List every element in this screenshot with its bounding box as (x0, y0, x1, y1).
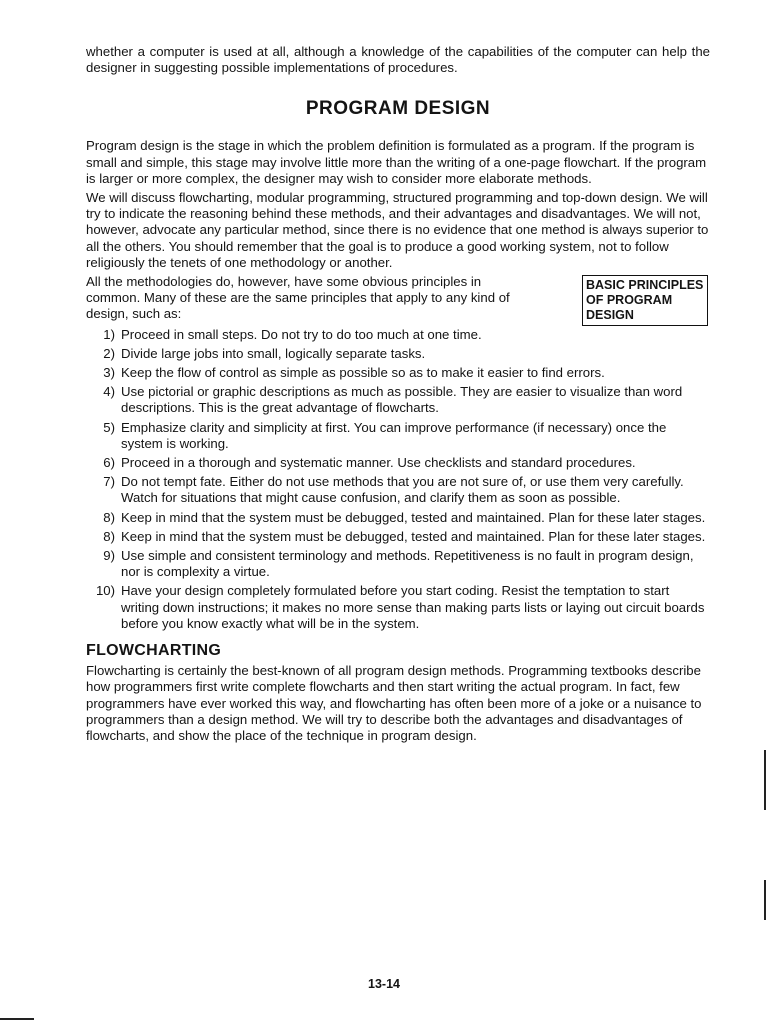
page-edge-mark (0, 1018, 34, 1020)
list-item: 6) Proceed in a thorough and systematic manner. Use checklists and standard procedures. (103, 455, 636, 471)
list-item: 3) Keep the flow of control as simple as possible so as to make it easier to find errors. (103, 365, 605, 381)
principles-list (86, 327, 710, 632)
page-edge-mark (764, 880, 766, 920)
principles-section (86, 274, 710, 632)
page-number: 13-14 (368, 977, 400, 991)
flowcharting-heading: FLOWCHARTING (86, 642, 222, 660)
principles-lead: All the methodologies do, however, have some obvious principles in common. Many of these are the same principles that apply to any kind of design, such as: (86, 274, 510, 322)
list-item: 2) Divide large jobs into small, logically separate tasks. (103, 345, 426, 361)
list-item: 8) Keep in mind that the system must be debugged, tested and maintained. Plan for these later stages. (103, 528, 706, 544)
list-item: 10) Have your design completely formulated before you start coding. Resist the temptation to start writing down instructions; it makes no more sense than making parts lists or laying out circuit boards before you know exactly what will be in the system. (95, 583, 705, 631)
intro-paragraph: whether a computer is used at all, although a knowledge of the capabilities of the computer can help the designer in suggesting possible implementations of procedures. (86, 44, 710, 76)
body-paragraph: Program design is the stage in which the problem definition is formulated as a program. If the program is small and simple, this stage may involve little more than the writing of a one-page flowchart. If the program is larger or more complex, the designer may wish to consider more elaborate methods. (86, 138, 707, 186)
flowcharting-paragraph: Flowcharting is certainly the best-known of all program design methods. Programming textbooks describe how programmers first write complete flowcharts and then start writing the actual program. In fact, few programmers have ever worked this way, and flowcharting has often been more of a joke or a nuisance to programmers than a design method. We will try to describe both the advantages and disadvantages of flowcharts, and show the place of the technique in program design. (86, 663, 702, 743)
list-item: 4) Use pictorial or graphic descriptions as much as possible. They are easier to visualize than word descriptions. This is the great advantage of flowcharts. (103, 384, 683, 416)
body-paragraph: We will discuss flowcharting, modular programming, structured programming and top-down design. We will try to indicate the reasoning behind these methods, and their advantages and disadvantages. We will not, however, advocate any particular method, since there is no evidence that one method is always superior to all the others. You should remember that the goal is to produce a good working system, not to follow religiously the tenets of one methodology or another. (86, 190, 709, 270)
page-edge-mark (764, 750, 766, 810)
side-box-label: BASIC PRINCIPLES OF PROGRAM DESIGN (582, 275, 708, 326)
list-item: 5) Emphasize clarity and simplicity at first. You can improve performance (if necessary) once the system is working. (103, 419, 667, 451)
list-item: 9) Use simple and consistent terminology and methods. Repetitiveness is no fault in program design, nor is complexity a virtue. (103, 548, 694, 580)
section-title: PROGRAM DESIGN (305, 98, 491, 120)
page-content (86, 44, 710, 744)
list-item: 1) Proceed in small steps. Do not try to do too much at one time. (103, 326, 482, 342)
list-item: 7) Do not tempt fate. Either do not use methods that you are not sure of, or use them very carefully. Watch for situations that might cause confusion, and clarify them as soon as possible. (103, 474, 684, 506)
list-item: 8) Keep in mind that the system must be debugged, tested and maintained. Plan for these later stages. (103, 509, 706, 525)
